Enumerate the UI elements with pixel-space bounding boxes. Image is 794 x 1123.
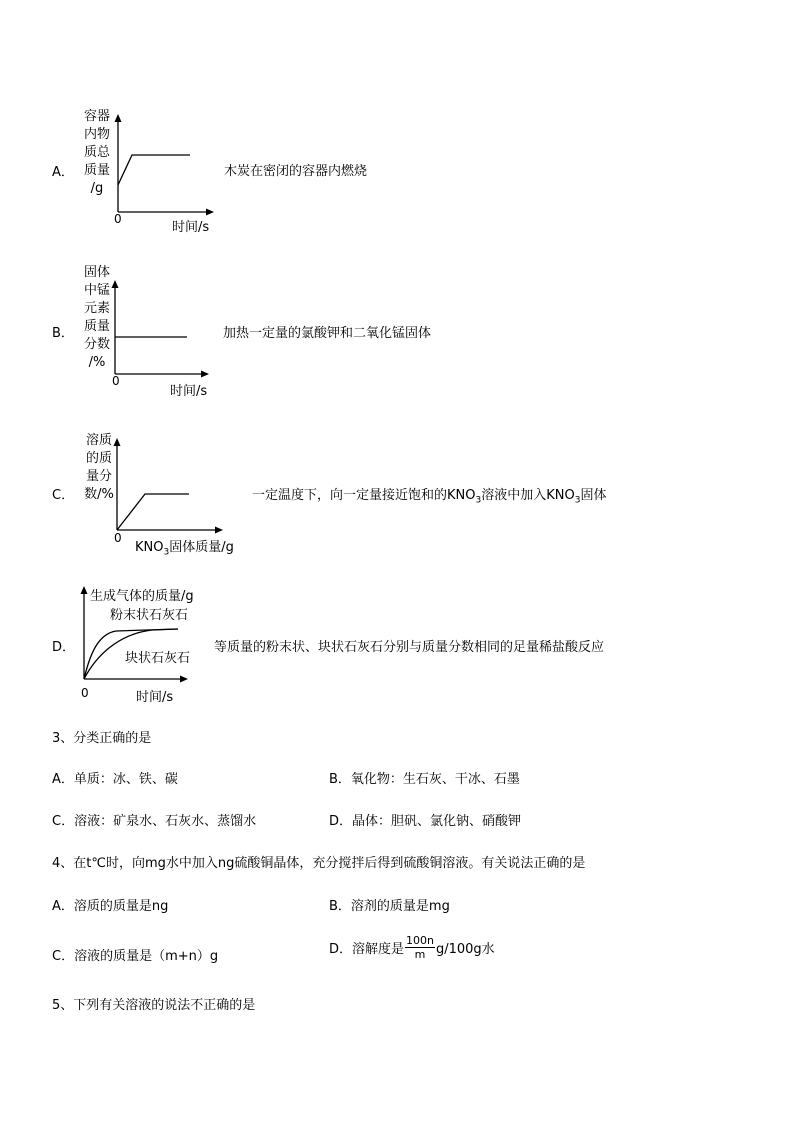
option-d-letter: D． [52,640,76,655]
graph-b-x-label: 时间/s [170,384,208,399]
y-axis-arrow-icon [112,280,119,288]
graph-d-origin: 0 [81,686,89,700]
y-label-line: 质总 [83,145,110,160]
question-4-stem: 4、在t℃时，向mg水中加入ng硫酸铜晶体，充分搅拌后得到硫酸铜溶液。有关说法正确的是 [52,856,586,871]
y-label-line: /% [88,355,106,370]
y-label-line: 量分 [85,469,112,484]
graph-b-axes [105,278,215,383]
question-3-option-b: B．氧化物：生石灰、干冰、石墨 [329,772,520,787]
y-label-line: 溶质 [85,433,112,448]
y-label-line: 质量 [83,163,110,178]
question-3-option-a: A．单质：冰、铁、碳 [52,772,178,787]
graph-c-curve [117,494,189,530]
option-a-letter: A． [52,165,74,180]
question-5-stem: 5、下列有关溶液的说法不正确的是 [52,998,256,1013]
graph-c-origin: 0 [114,531,122,545]
question-3-option-d: D．晶体：胆矾、氯化钠、硝酸钾 [329,814,522,829]
option-b-letter: B． [52,326,74,341]
graph-a-axes [108,112,218,222]
x-axis-arrow-icon [180,676,188,683]
graph-d-y-label: 生成气体的质量/g [90,589,194,604]
graph-b-description: 加热一定量的氯酸钾和二氧化锰固体 [223,326,432,341]
graph-a-x-label: 时间/s [172,220,210,235]
y-axis-arrow-icon [81,586,88,594]
x-axis-arrow-icon [206,209,214,216]
question-4-option-a: A．溶质的质量是ng [52,899,169,914]
y-axis-arrow-icon [115,114,122,122]
graph-d-axes [74,584,199,684]
y-axis-arrow-icon [114,438,121,446]
x-axis-arrow-icon [215,527,223,534]
graph-b-origin: 0 [112,374,120,388]
question-4-option-b: B．溶剂的质量是mg [329,899,450,914]
y-label-line: 内物 [83,127,110,142]
question-3-stem: 3、分类正确的是 [52,731,152,746]
question-4-option-c: C．溶液的质量是（m+n）g [52,949,219,964]
question-3-option-c: C．溶液：矿泉水、石灰水、蒸馏水 [52,814,257,829]
x-axis-arrow-icon [201,371,209,378]
y-label-line: 分数 [83,337,110,352]
y-label-line: 元素 [83,301,110,316]
graph-c-axes [107,436,232,536]
y-label-line: 固体 [83,265,110,280]
y-label-line: 中锰 [83,283,110,298]
y-label-line: 的质 [85,451,112,466]
solubility-fraction: $\frac{100n}{m}$ [406,934,434,961]
y-label-line: 质量 [83,319,110,334]
powder-curve-label: 粉末状石灰石 [110,608,189,623]
question-4-option-d: D．溶解度是 $\frac{100n}{m}$ g/100g水 [329,934,495,961]
graph-d-x-label: 时间/s [136,690,174,705]
graph-a-description: 木炭在密闭的容器内燃烧 [224,164,368,179]
lump-curve-label: 块状石灰石 [125,651,191,666]
graph-c-description: 一定温度下，向一定量接近饱和的$KNO_3$溶液中加入$KNO_3$固体 [252,488,607,506]
option-c-letter: C． [52,488,75,503]
graph-d-description: 等质量的粉末状、块状石灰石分别与质量分数相同的足量稀盐酸反应 [214,640,605,655]
y-label-line: 数/% [84,487,114,502]
graph-a-origin: 0 [114,212,122,226]
graph-c-x-label: $KNO_3$固体质量/g [135,540,234,558]
y-label-line: /g [90,181,104,196]
graph-a-curve [118,155,190,185]
y-label-line: 容器 [83,109,110,124]
